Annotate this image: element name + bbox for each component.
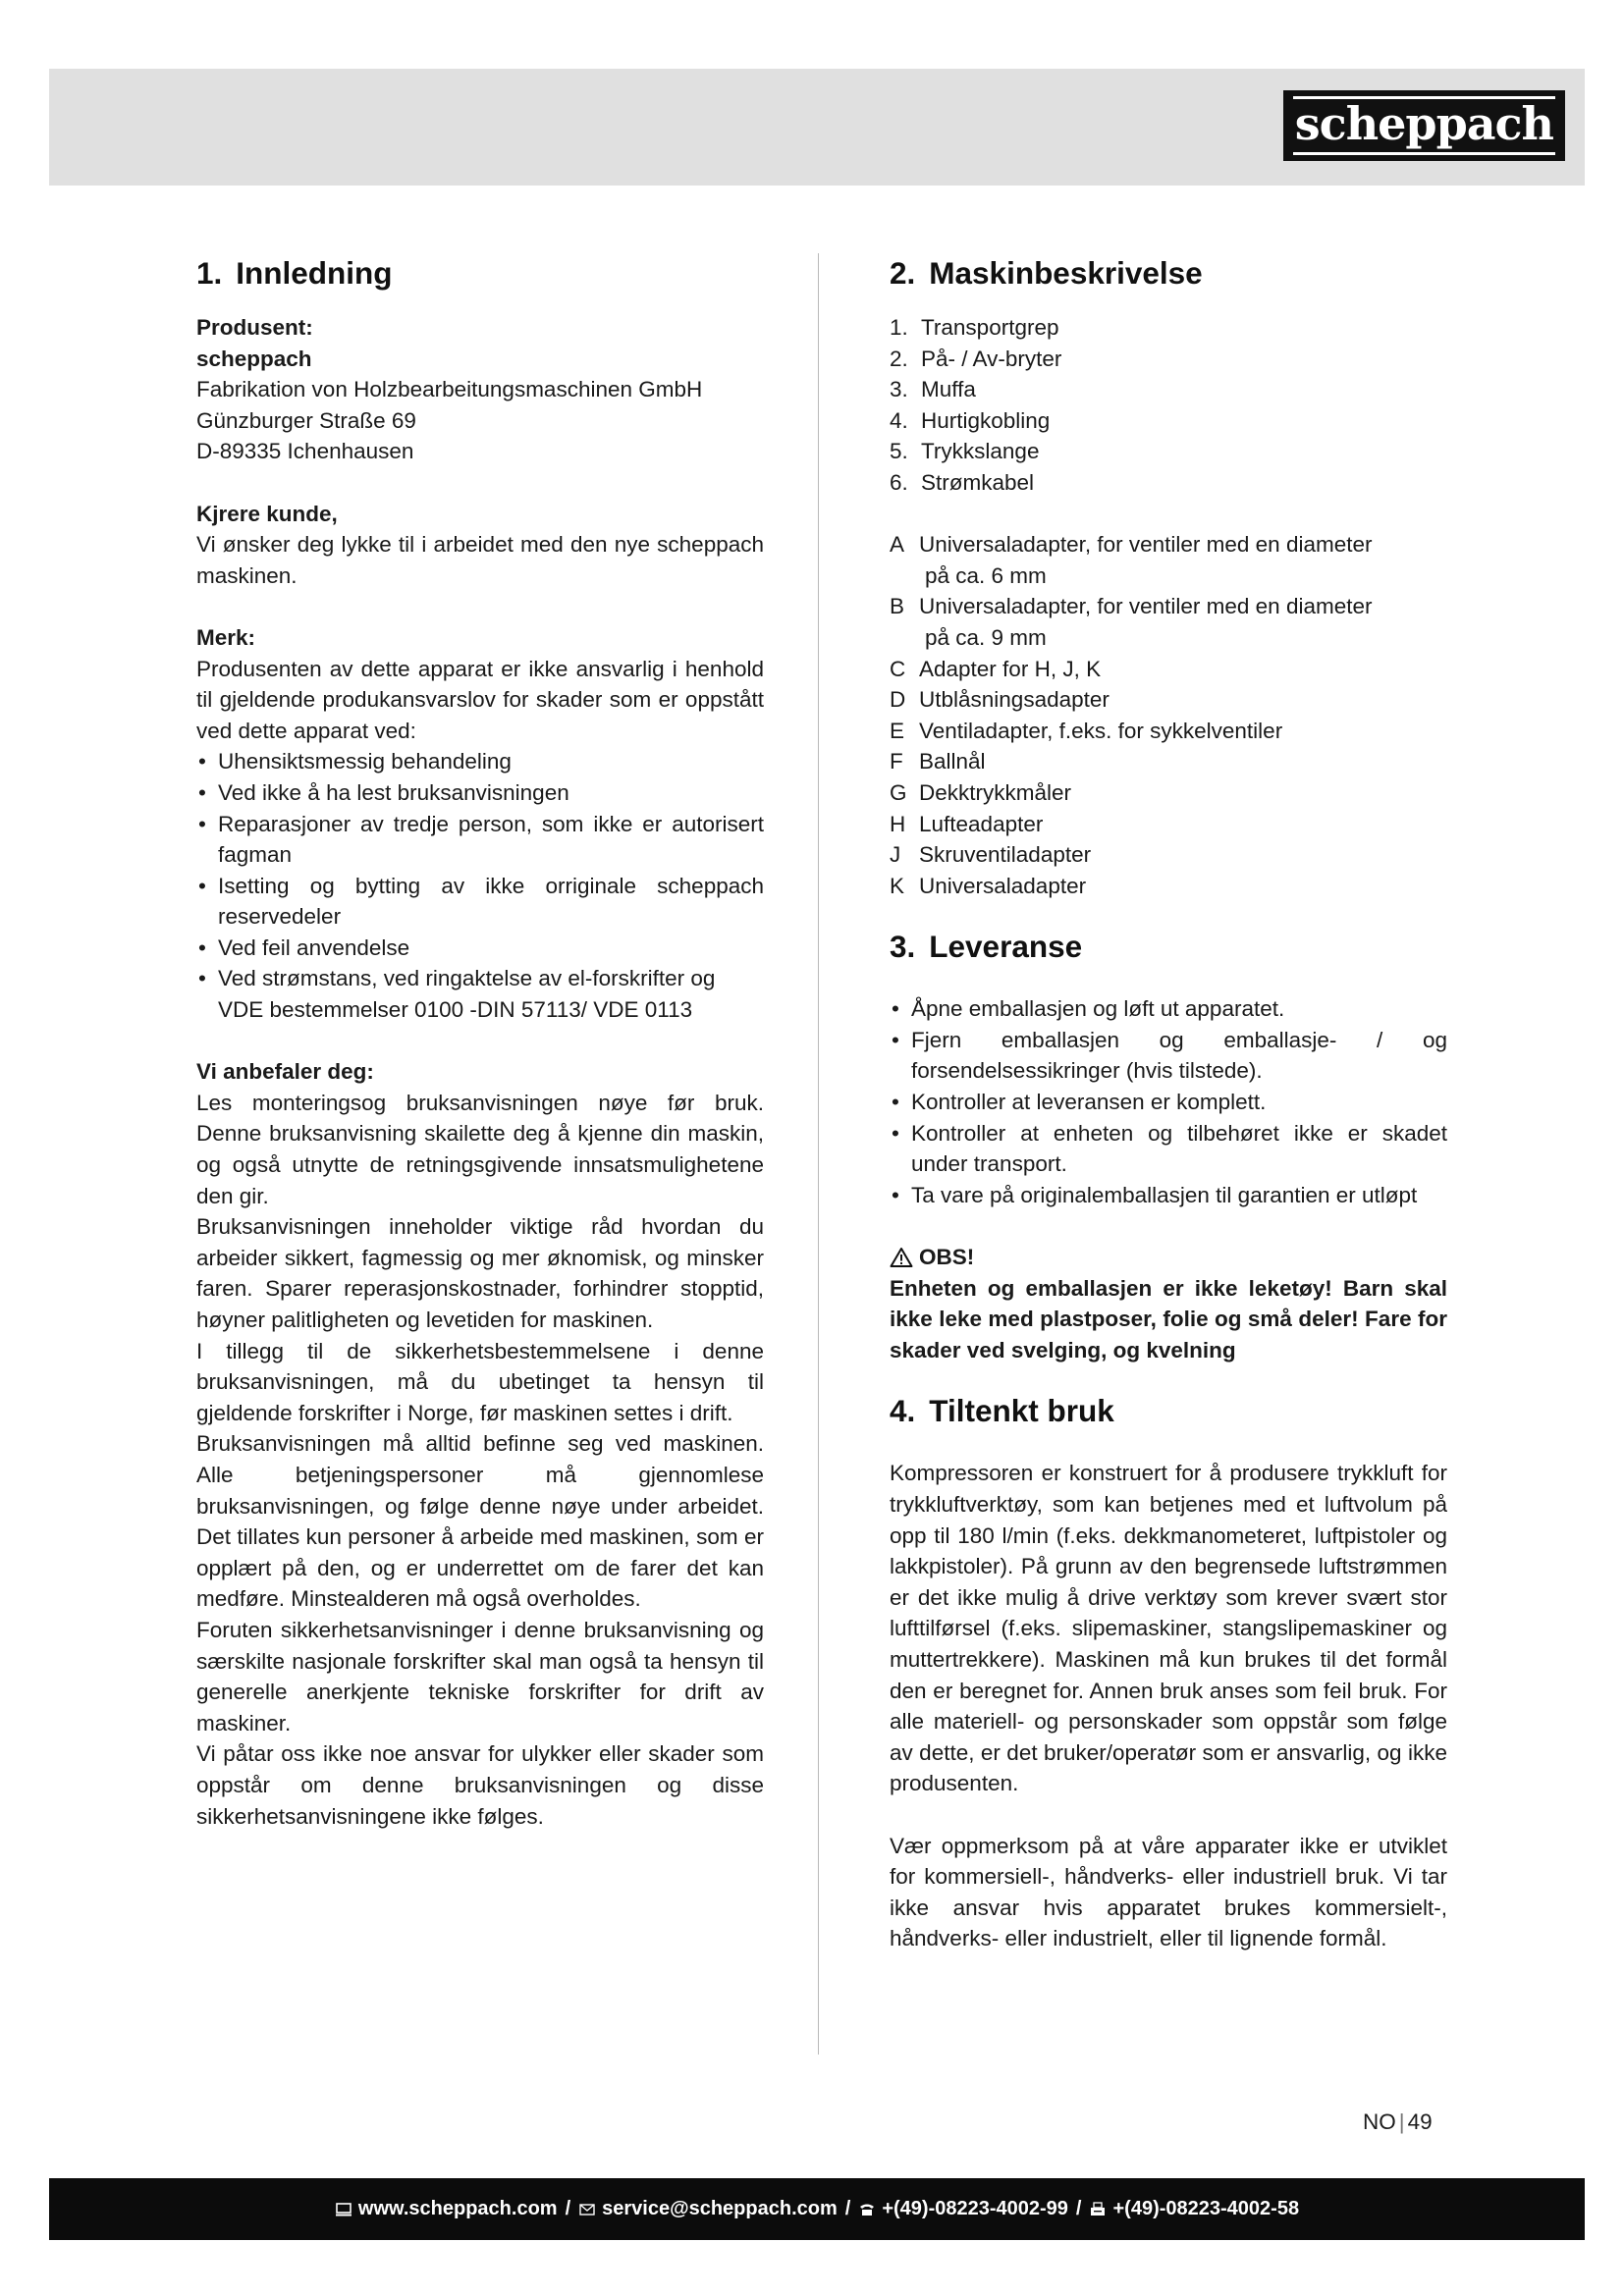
delivery-list xyxy=(890,993,1447,1210)
list-item: 2. På- / Av-bryter xyxy=(890,346,1062,371)
section-number: 1. xyxy=(196,255,223,291)
paragraph: Bruksanvisningen må alltid befinne seg ved maskinen. Alle betjeningspersoner må gjennomlese bruksanvisningen, og følge denne nøye under arbeidet. Det tillates kun personer å arbeide med maskinen, som er opplært på den, og er underrettet om de farer det kan medføre. Minstealderen må også overholdes. xyxy=(196,1431,764,1612)
list-item: • Reparasjoner av tredje person, som ikke er autorisert fagman xyxy=(198,811,764,868)
list-item: 4. Hurtigkobling xyxy=(890,407,1051,433)
list-item: A Universaladapter, for ventiler med en diameter xyxy=(890,532,1373,558)
list-item: 1. Transportgrep xyxy=(890,315,1059,340)
list-item: • Ta vare på originalemballasjen til garantien er utløpt xyxy=(892,1182,1418,1207)
greeting-label: Kjrere kunde, xyxy=(196,501,338,526)
note-label: Merk: xyxy=(196,624,256,650)
left-column xyxy=(196,253,764,1832)
header-bar xyxy=(49,69,1585,186)
section-3-heading xyxy=(890,927,1447,966)
footer-bar: www.scheppach.com / service@scheppach.com / +(49)-08223-4002-99 / +(49)-08223-4002-58 xyxy=(49,2178,1585,2240)
note-list xyxy=(196,746,764,1025)
section-4-heading xyxy=(890,1391,1447,1430)
warning-heading xyxy=(890,1242,1447,1273)
section-number: 3. xyxy=(890,929,916,965)
recommend-label: Vi anbefaler deg: xyxy=(196,1059,374,1085)
producer-line: Fabrikation von Holzbearbeitungsmaschinen GmbH xyxy=(196,377,703,402)
phone-icon xyxy=(858,2202,876,2217)
fax-number: +(49)-08223-4002-58 xyxy=(1112,2198,1300,2219)
list-item: 5. Trykkslange xyxy=(890,439,1040,464)
list-item: • Fjern emballasjen og emballasje- / og forsendelsessikringer (hvis tilstede). xyxy=(892,1027,1447,1084)
list-item: • Ved strømstans, ved ringaktelse av el-forskrifter og VDE bestemmelser 0100 -DIN 57113/ VDE 0113 xyxy=(198,966,716,1023)
phone-number: +(49)-08223-4002-99 xyxy=(882,2198,1068,2219)
greeting-text: Vi ønsker deg lykke til i arbeidet med den nye scheppach maskinen. xyxy=(196,532,764,588)
list-item: • Ved feil anvendelse xyxy=(198,934,410,960)
paragraph: I tillegg til de sikkerhetsbestemmelsene i denne bruksanvisningen, må du ubetinget ta hensyn til gjeldende forskrifter i Norge, før maskinen settes i drift. xyxy=(196,1338,764,1425)
list-item: 3. Muffa xyxy=(890,377,976,402)
email-icon xyxy=(578,2202,596,2217)
list-item: • Ved ikke å ha lest bruksanvisningen xyxy=(198,779,569,805)
accessories-list xyxy=(890,529,1447,901)
footer-email[interactable] xyxy=(578,2198,838,2220)
list-item: C Adapter for H, J, K xyxy=(890,656,1102,681)
fax-icon xyxy=(1089,2202,1107,2217)
producer-line: D-89335 Ichenhausen xyxy=(196,439,414,464)
list-item: 6. Strømkabel xyxy=(890,469,1035,495)
column-divider xyxy=(818,253,819,2055)
warning-label: OBS! xyxy=(919,1245,975,1270)
list-item: H Lufteadapter xyxy=(890,811,1044,836)
note-text: Produsenten av dette apparat er ikke ansvarlig i henhold til gjeldende produkansvarslov for skader som er oppstått ved dette apparat ved: xyxy=(196,656,764,743)
website-link[interactable]: www.scheppach.com xyxy=(357,2198,558,2219)
section-number: 4. xyxy=(890,1393,916,1429)
paragraph: Kompressoren er konstruert for å produsere trykkluft for trykkluftverktøy, som kan betjenes med et luftvolum på opp til 180 l/min (f.eks. dekkmanometeret, luftpistoler og lakkpistoler). På grunn av den begrensede luftstrømmen er det ikke mulig å drive verktøy som krever svært stor lufttilførsel (f.eks. slipemaskiner, stangslipemaskiner og muttertrekkere). Maskinen må kun brukes til det formål den er beregnet for. Annen bruk anses som feil bruk. For alle materiell- og personskader som oppstår som følge av dette, er det bruker/operatør som er ansvarlig, og ikke produsenten. xyxy=(890,1461,1447,1796)
paragraph: Foruten sikkerhetsanvisninger i denne bruksanvisning og særskilte nasjonale forskrifter skal man også ta hensyn til generelle anerkjente tekniske forskrifter for drift av maskiner. xyxy=(196,1617,764,1735)
footer-phone xyxy=(858,2198,1068,2220)
list-item: K Universaladapter xyxy=(890,873,1087,898)
paragraph: Vær oppmerksom på at våre apparater ikke er utviklet for kommersiell-, håndverks- eller industriell bruk. Vi tar ikke ansvar hvis apparatet brukes kommersielt-, håndverks- eller industrielt, eller til lignende formål. xyxy=(890,1833,1447,1951)
list-item: • Åpne emballasjen og løft ut apparatet. xyxy=(892,996,1285,1022)
list-item: B Universaladapter, for ventiler med en diameter xyxy=(890,594,1373,619)
paragraph: Bruksanvisningen inneholder viktige råd hvordan du arbeider sikkert, fagmessig og mer øknomisk, og minsker faren. Sparer reperasjonskostnader, forhindrer stopptid, høyner palitligheten og levetiden for maskinen. xyxy=(196,1214,764,1332)
list-item-cont: på ca. 9 mm xyxy=(925,624,1047,650)
producer-label: Produsent: xyxy=(196,315,313,340)
producer-name: scheppach xyxy=(196,346,312,371)
list-item-cont: på ca. 6 mm xyxy=(925,562,1047,588)
email-link[interactable]: service@scheppach.com xyxy=(602,2198,838,2219)
section-number: 2. xyxy=(890,255,916,291)
list-item: • Isetting og bytting av ikke orriginale scheppach reservedeler xyxy=(198,873,764,930)
scheppach-logo: scheppach xyxy=(1283,90,1565,161)
warning-triangle-icon xyxy=(890,1247,913,1268)
right-column xyxy=(890,253,1447,1954)
list-item: E Ventiladapter, f.eks. for sykkelventiler xyxy=(890,718,1283,743)
computer-icon xyxy=(335,2202,352,2217)
footer-fax xyxy=(1089,2198,1299,2220)
warning-text: Enheten og emballasjen er ikke leketøy! Barn skal ikke leke med plastposer, folie og små deler! Fare for skader ved svelging, og kvelning xyxy=(890,1275,1447,1362)
section-2-heading xyxy=(890,253,1447,293)
section-1-heading xyxy=(196,253,764,293)
footer-web[interactable] xyxy=(335,2198,558,2220)
list-item: G Dekktrykkmåler xyxy=(890,779,1072,805)
list-item: • Kontroller at enheten og tilbehøret ikke er skadet under transport. xyxy=(892,1120,1447,1177)
section-title: Innledning xyxy=(236,255,393,291)
section-title: Tiltenkt bruk xyxy=(929,1393,1114,1429)
producer-line: Günzburger Straße 69 xyxy=(196,407,416,433)
section-title: Maskinbeskrivelse xyxy=(929,255,1203,291)
parts-list xyxy=(890,312,1447,499)
paragraph: Vi påtar oss ikke noe ansvar for ulykker eller skader som oppstår om denne bruksanvisningen og disse sikkerhetsanvisningene ikke følges. xyxy=(196,1741,764,1829)
paragraph: Les monteringsog bruksanvisningen nøye før bruk. Denne bruksanvisning skailette deg å kjenne din maskin, og også utnytte de retningsgivende innsatsmulighetene den gir. xyxy=(196,1090,764,1208)
list-item: • Kontroller at leveransen er komplett. xyxy=(892,1090,1267,1115)
list-item: J Skruventiladapter xyxy=(890,842,1092,868)
section-title: Leveranse xyxy=(929,929,1083,965)
page-number: NO | 49 xyxy=(1363,2109,1433,2134)
list-item: F Ballnål xyxy=(890,749,986,774)
list-item: • Uhensiktsmessig behandeling xyxy=(198,749,512,774)
list-item: D Utblåsningsadapter xyxy=(890,687,1110,713)
